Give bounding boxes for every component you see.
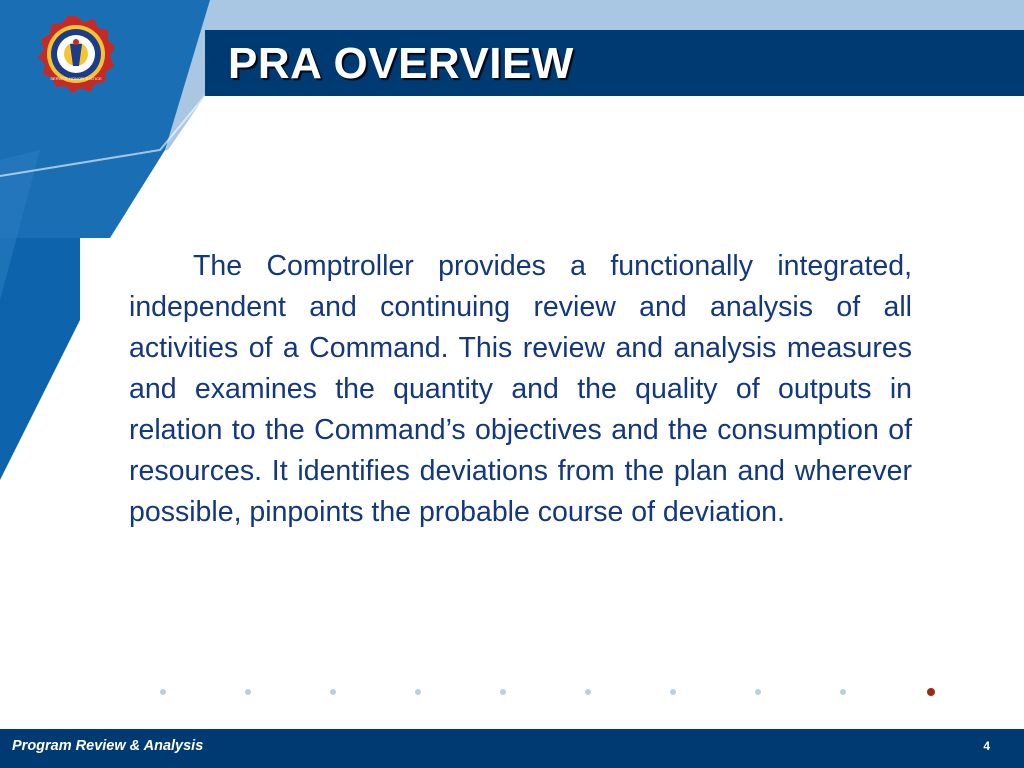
dot [670,689,676,695]
slide-title: PRA OVERVIEW [228,39,574,88]
svg-text:SERVICE HONOR JUSTICE: SERVICE HONOR JUSTICE [50,76,102,81]
pnp-seal-logo [36,14,116,94]
blue-strip [0,238,80,480]
footer-bar [0,729,1024,768]
page-number: 4 [983,739,990,753]
dot [585,689,591,695]
dot [415,689,421,695]
footer-label: Program Review & Analysis [12,738,204,754]
dot [160,689,166,695]
dot [755,689,761,695]
accent-dot [927,688,935,696]
dot [840,689,846,695]
dot [245,689,251,695]
slide-body-text: The Comptroller provides a functionally integrated, independent and continuing review and analysis of all activities of a Command. This review and analysis measures and examines the quantity and the quality of outputs in relation to the Command’s objectives and the consumption of resources. It identifies deviations from the plan and wherever possible, pinpoints the probable course of deviation. [129,250,912,528]
decorative-dot-row [160,688,940,698]
dot [500,689,506,695]
dot [330,689,336,695]
